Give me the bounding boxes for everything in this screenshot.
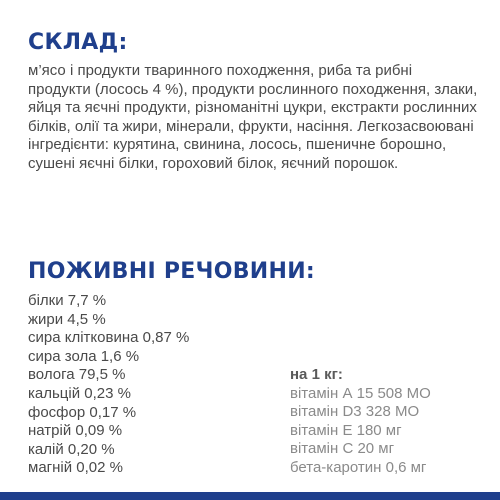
vitamins-title: на 1 кг: — [290, 366, 343, 383]
nutrient-list — [28, 292, 189, 478]
vitamin-item: вітамін А 15 508 МО — [290, 384, 431, 402]
nutrient-item: жири 4,5 % — [28, 310, 106, 328]
vitamin-item: бета-каротин 0,6 мг — [290, 458, 427, 476]
nutrient-item: сира зола 1,6 % — [28, 347, 140, 365]
nutrients-heading: ПОЖИВНІ РЕЧОВИНИ: — [28, 259, 316, 284]
nutrient-item: магній 0,02 % — [28, 459, 123, 477]
vitamin-item: вітамін С 20 мг — [290, 440, 395, 458]
nutrient-item: кальцій 0,23 % — [28, 384, 131, 402]
nutrient-item: волога 79,5 % — [28, 366, 126, 384]
ingredients-text: м’ясо і продукти тваринного походження, риба та рибні продукти (лосось 4 %), продукти рослинного походження, злаки, яйця та яєчні продукти, різноманітні цукри, екстракти рослинних білків, олії та жири, мінерали, фрукти, насіння. Легкозасвоювані інгредієнти: курятина, свинина, лосось, пшеничне борошно, сушені яєчні білки, гороховий білок, яєчний порошок. — [28, 62, 478, 172]
nutrient-item: сира клітковина 0,87 % — [28, 329, 190, 347]
nutrient-item: натрій 0,09 % — [28, 422, 123, 440]
nutrient-item: білки 7,7 % — [28, 292, 107, 309]
vitamin-item: вітамін D3 328 МО — [290, 403, 420, 421]
vitamins-block — [290, 366, 431, 478]
bottom-accent-bar — [0, 492, 500, 500]
vitamin-list — [290, 385, 431, 478]
nutrient-item: фосфор 0,17 % — [28, 403, 137, 421]
vitamin-item: вітамін Е 180 мг — [290, 421, 402, 439]
nutrient-item: калій 0,20 % — [28, 440, 115, 458]
ingredients-heading: СКЛАД: — [28, 30, 128, 55]
